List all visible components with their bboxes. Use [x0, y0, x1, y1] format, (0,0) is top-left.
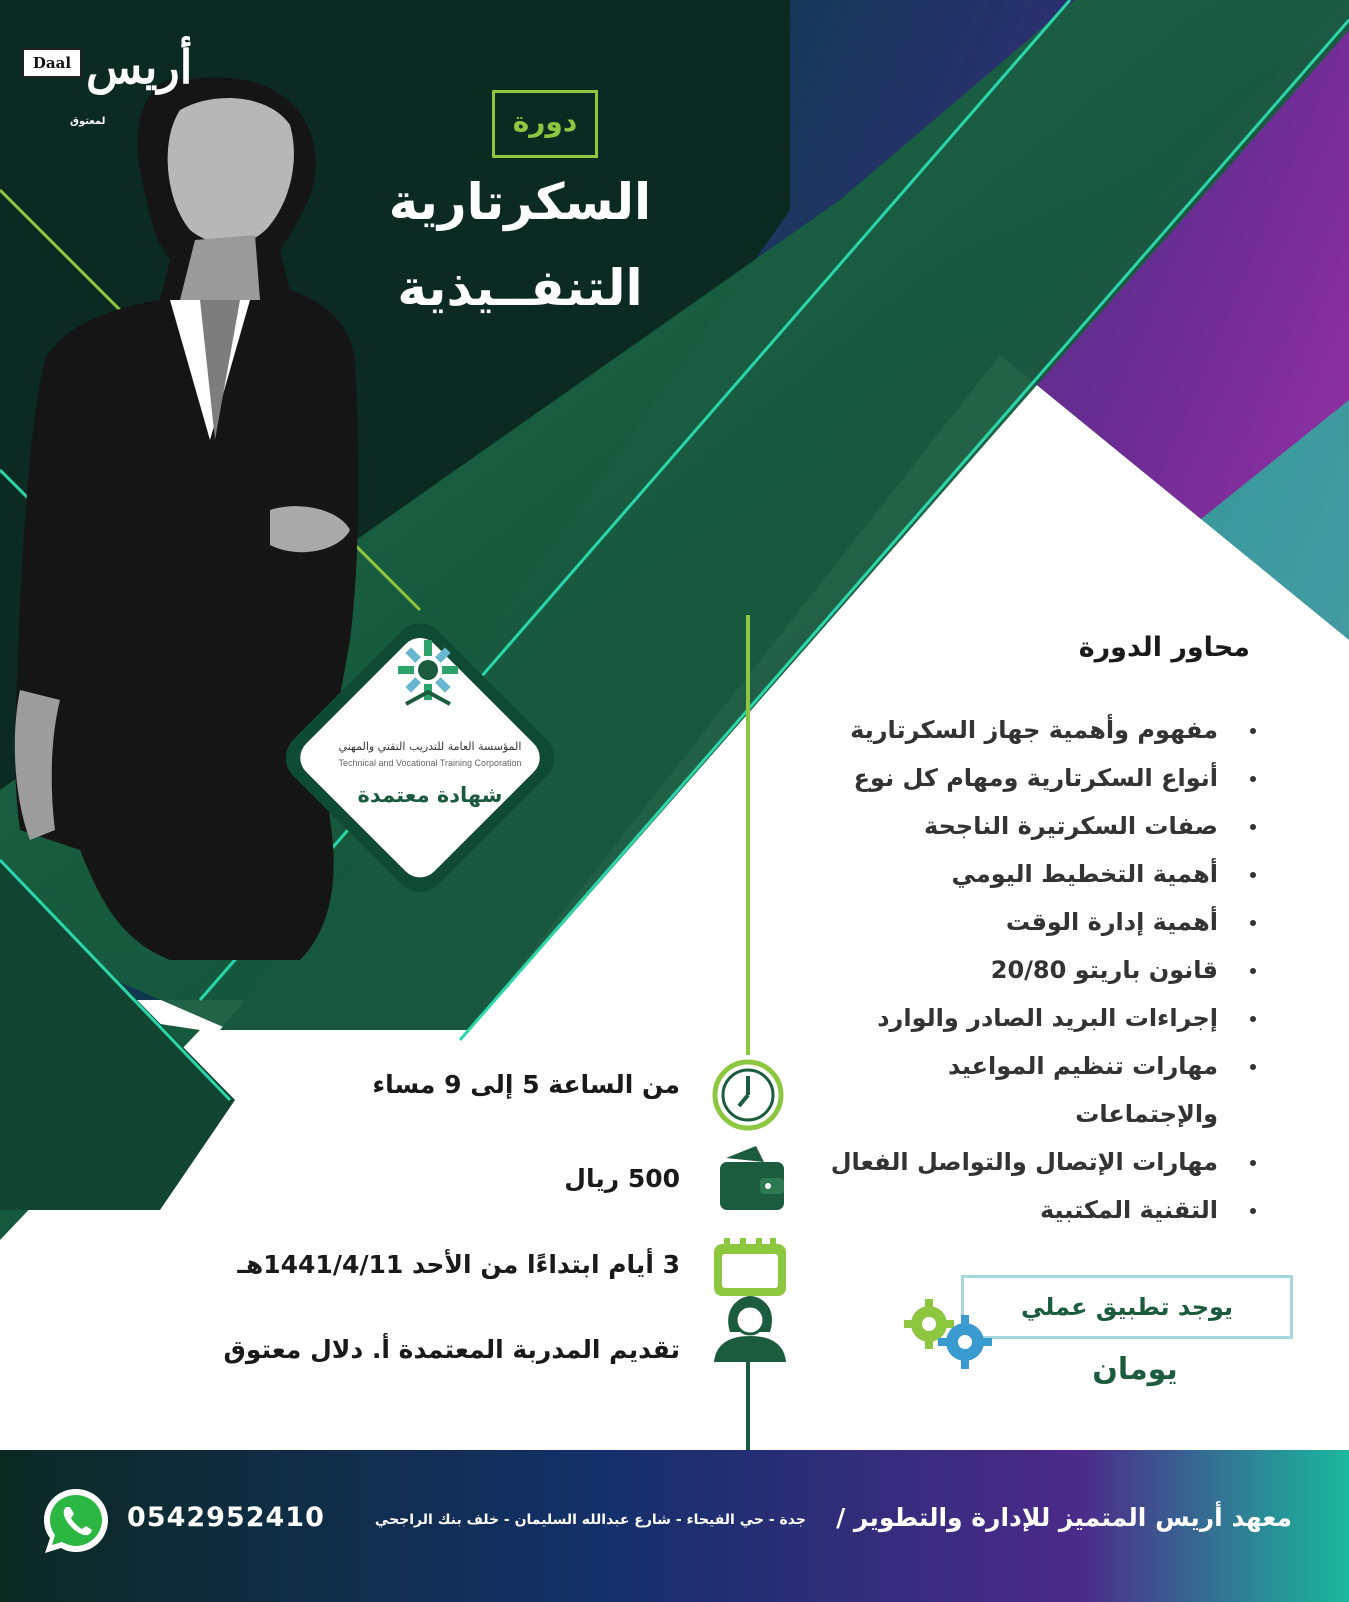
- practical-days: يومان: [1092, 1352, 1178, 1387]
- bullet-icon: [1250, 728, 1256, 734]
- list-item-continuation: والإجتماعات: [1075, 1100, 1218, 1128]
- brand-logo: [20, 40, 193, 145]
- list-item: صفات السكرتيرة الناجحة: [800, 802, 1270, 850]
- bullet-icon: [1250, 1064, 1256, 1070]
- list-item: أهمية إدارة الوقت: [800, 898, 1270, 946]
- clock-icon: [711, 1058, 785, 1132]
- bullet-icon: [1250, 1160, 1256, 1166]
- institute-name: معهد أريس المتميز للإدارة والتطوير /: [836, 1503, 1292, 1532]
- logo-badge: Daal: [22, 48, 82, 78]
- bullet-icon: [1250, 1208, 1256, 1214]
- axes-title: محاور الدورة: [1078, 632, 1250, 663]
- phone-number[interactable]: 0542952410: [127, 1502, 325, 1533]
- time-text: من الساعة 5 إلى 9 مساء: [372, 1070, 680, 1099]
- axes-list: [800, 706, 1270, 1234]
- wallet-icon: [716, 1142, 788, 1214]
- bullet-icon: [1250, 920, 1256, 926]
- gear-icon: [903, 1296, 998, 1370]
- logo-sub: لمعتوق: [70, 116, 106, 127]
- duration-text: 3 أيام ابتداءًا من الأحد 1441/4/11هـ: [237, 1250, 680, 1279]
- course-title-line2: التنفــيذية: [397, 259, 643, 317]
- institute-address: جدة - حي الفيحاء - شارع عبدالله السليمان - خلف بنك الراجحي: [374, 1512, 806, 1528]
- logo-script: أريس: [86, 40, 193, 94]
- list-item: مهارات تنظيم المواعيد: [800, 1042, 1270, 1090]
- price-text: 500 ريال: [564, 1164, 680, 1193]
- list-item: مفهوم وأهمية جهاز السكرتارية: [800, 706, 1270, 754]
- list-item: أنواع السكرتارية ومهام كل نوع: [800, 754, 1270, 802]
- course-tag: دورة: [492, 90, 598, 158]
- list-item: التقنية المكتبية: [800, 1186, 1270, 1234]
- calendar-icon: [710, 1236, 790, 1300]
- bullet-icon: [1250, 776, 1256, 782]
- certificate-label: شهادة معتمدة: [357, 783, 503, 807]
- list-item: قانون باريتو 20/80: [800, 946, 1270, 994]
- tvtc-name-ar: المؤسسة العامة للتدريب التقني والمهني: [338, 740, 522, 753]
- bullet-icon: [1250, 872, 1256, 878]
- trainer-icon: [712, 1296, 788, 1362]
- bullet-icon: [1250, 824, 1256, 830]
- whatsapp-icon[interactable]: [40, 1485, 112, 1557]
- trainer-text: تقديم المدربة المعتمدة أ. دلال معتوق: [223, 1335, 680, 1364]
- practical-badge: يوجد تطبيق عملي: [961, 1275, 1293, 1339]
- list-item: مهارات الإتصال والتواصل الفعال: [800, 1138, 1270, 1186]
- list-item: أهمية التخطيط اليومي: [800, 850, 1270, 898]
- bullet-icon: [1250, 968, 1256, 974]
- tvtc-name-en: Technical and Vocational Training Corporation: [338, 758, 522, 768]
- course-title-line1: السكرتارية: [388, 173, 652, 231]
- list-item: إجراءات البريد الصادر والوارد: [800, 994, 1270, 1042]
- bullet-icon: [1250, 1016, 1256, 1022]
